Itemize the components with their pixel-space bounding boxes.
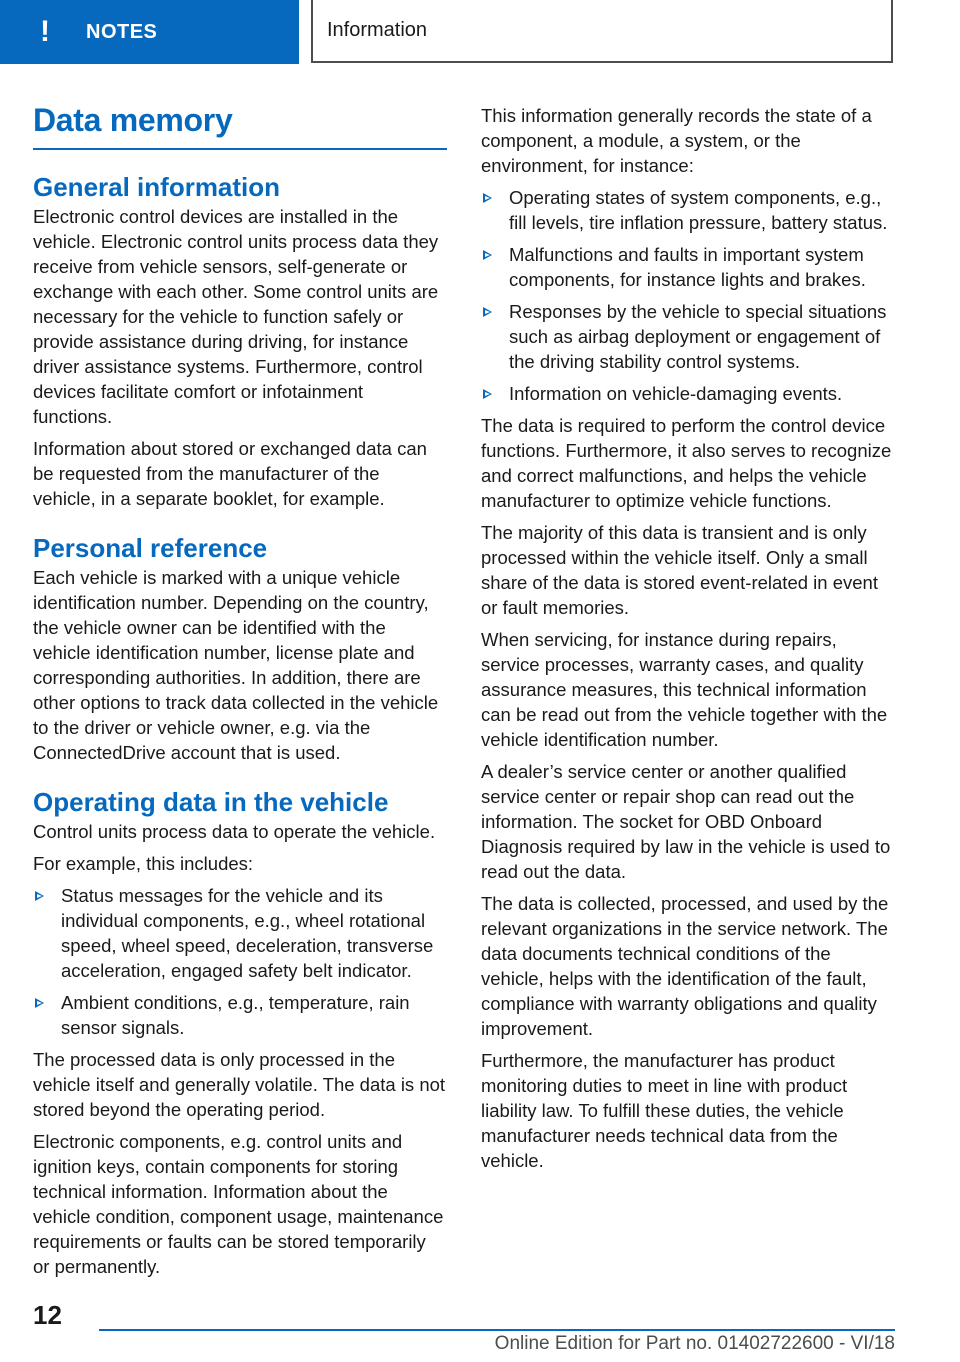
- triangle-bullet-icon: [483, 193, 492, 203]
- triangle-bullet-icon: [35, 891, 44, 901]
- triangle-bullet-icon: [483, 250, 492, 260]
- triangle-bullet-icon: [35, 998, 44, 1008]
- bullet-list: [33, 883, 447, 1040]
- list-item: Ambient conditions, e.g., temperature, rain sensor signals.: [33, 990, 447, 1040]
- paragraph: Information about stored or exchanged data can be requested from the manufacturer of the vehicle, in a separate booklet, for example.: [33, 438, 427, 509]
- paragraph: When servicing, for instance during repairs, service processes, warranty cases, and quality assurance measures, this technical information can be read out from the vehicle together with the vehicle identification number.: [481, 629, 888, 750]
- list-item: Operating states of system components, e.g., fill levels, tire inflation pressure, battery status.: [481, 185, 895, 235]
- footer-divider: [99, 1329, 895, 1331]
- triangle-bullet-icon: [483, 389, 492, 399]
- paragraph: Electronic control devices are installed in the vehicle. Electronic control units process data they receive from vehicle sensors, self-generate or exchange with each other. Some control units are necessary for the vehicle to function safely or provide assistance during driving, for instance driver assistance systems. Furthermore, control devices facilitate comfort or infotainment functions.: [33, 206, 439, 427]
- list-item: Status messages for the vehicle and its individual components, e.g., wheel rotational speed, wheel speed, deceleration, transverse acceleration, engaged safety belt indicator.: [33, 883, 447, 983]
- paragraph: Furthermore, the manufacturer has product monitoring duties to meet in line with product liability law. To fulfill these duties, the vehicle manufacturer needs technical data from the vehicle.: [481, 1050, 848, 1171]
- page-number: 12: [33, 1300, 62, 1330]
- heading-general-information: General information: [33, 172, 281, 202]
- information-tab[interactable]: [311, 0, 893, 63]
- notes-tab-label: NOTES: [86, 20, 158, 43]
- list-item: Information on vehicle-damaging events.: [481, 381, 895, 406]
- notes-tab[interactable]: [0, 0, 299, 64]
- bullet-list: [481, 185, 895, 406]
- left-column: [33, 100, 447, 1286]
- information-tab-label: Information: [327, 19, 428, 41]
- list-item: Responses by the vehicle to special situations such as airbag deployment or engagement of the driving stability control systems.: [481, 299, 895, 374]
- paragraph: The data is collected, processed, and used by the relevant organizations in the service network. The data documents technical conditions of the vehicle, helps with the identification of the fault, compliance with warranty obligations and quality improvement.: [481, 893, 889, 1039]
- heading-personal-reference: Personal reference: [33, 533, 268, 563]
- paragraph: A dealer’s service center or another qualified service center or repair shop can read out the information. The socket for OBD Onboard Diagnosis required by law in the vehicle is used to read out the data.: [481, 761, 891, 882]
- right-column: [481, 103, 895, 1180]
- heading-operating-data: Operating data in the vehicle: [33, 787, 389, 817]
- paragraph: Each vehicle is marked with a unique vehicle identification number. Depending on the country, the vehicle owner can be identified with the vehicle identification number, license plate and corresponding authorities. In addition, there are other options to track data collected in the vehicle to the driver or vehicle owner, e.g. via the ConnectedDrive account that is used.: [33, 567, 439, 763]
- paragraph: The processed data is only processed in the vehicle itself and generally volatile. The data is not stored beyond the operating period.: [33, 1049, 446, 1120]
- paragraph: The data is required to perform the control device functions. Furthermore, it also serves to recognize and correct malfunctions, and helps the vehicle manufacturer to optimize vehicle functions.: [481, 415, 892, 511]
- paragraph: This information generally records the state of a component, a module, a system, or the environment, for instance:: [481, 105, 872, 176]
- paragraph: The majority of this data is transient and is only processed within the vehicle itself. Only a small share of the data is stored event-related in event or fault memories.: [481, 522, 878, 618]
- edition-footer: Online Edition for Part no. 01402722600 - VI/18: [494, 1333, 895, 1354]
- exclamation-icon: !: [40, 15, 50, 48]
- paragraph: For example, this includes:: [33, 853, 254, 874]
- triangle-bullet-icon: [483, 307, 492, 317]
- page-title: Data memory: [33, 100, 447, 150]
- list-item: Malfunctions and faults in important system components, for instance lights and brakes.: [481, 242, 895, 292]
- paragraph: Control units process data to operate the vehicle.: [33, 821, 436, 842]
- paragraph: Electronic components, e.g. control units and ignition keys, contain components for storing technical information. Information about the vehicle condition, component usage, maintenance requirements or faults can be stored temporarily or permanently.: [33, 1131, 444, 1277]
